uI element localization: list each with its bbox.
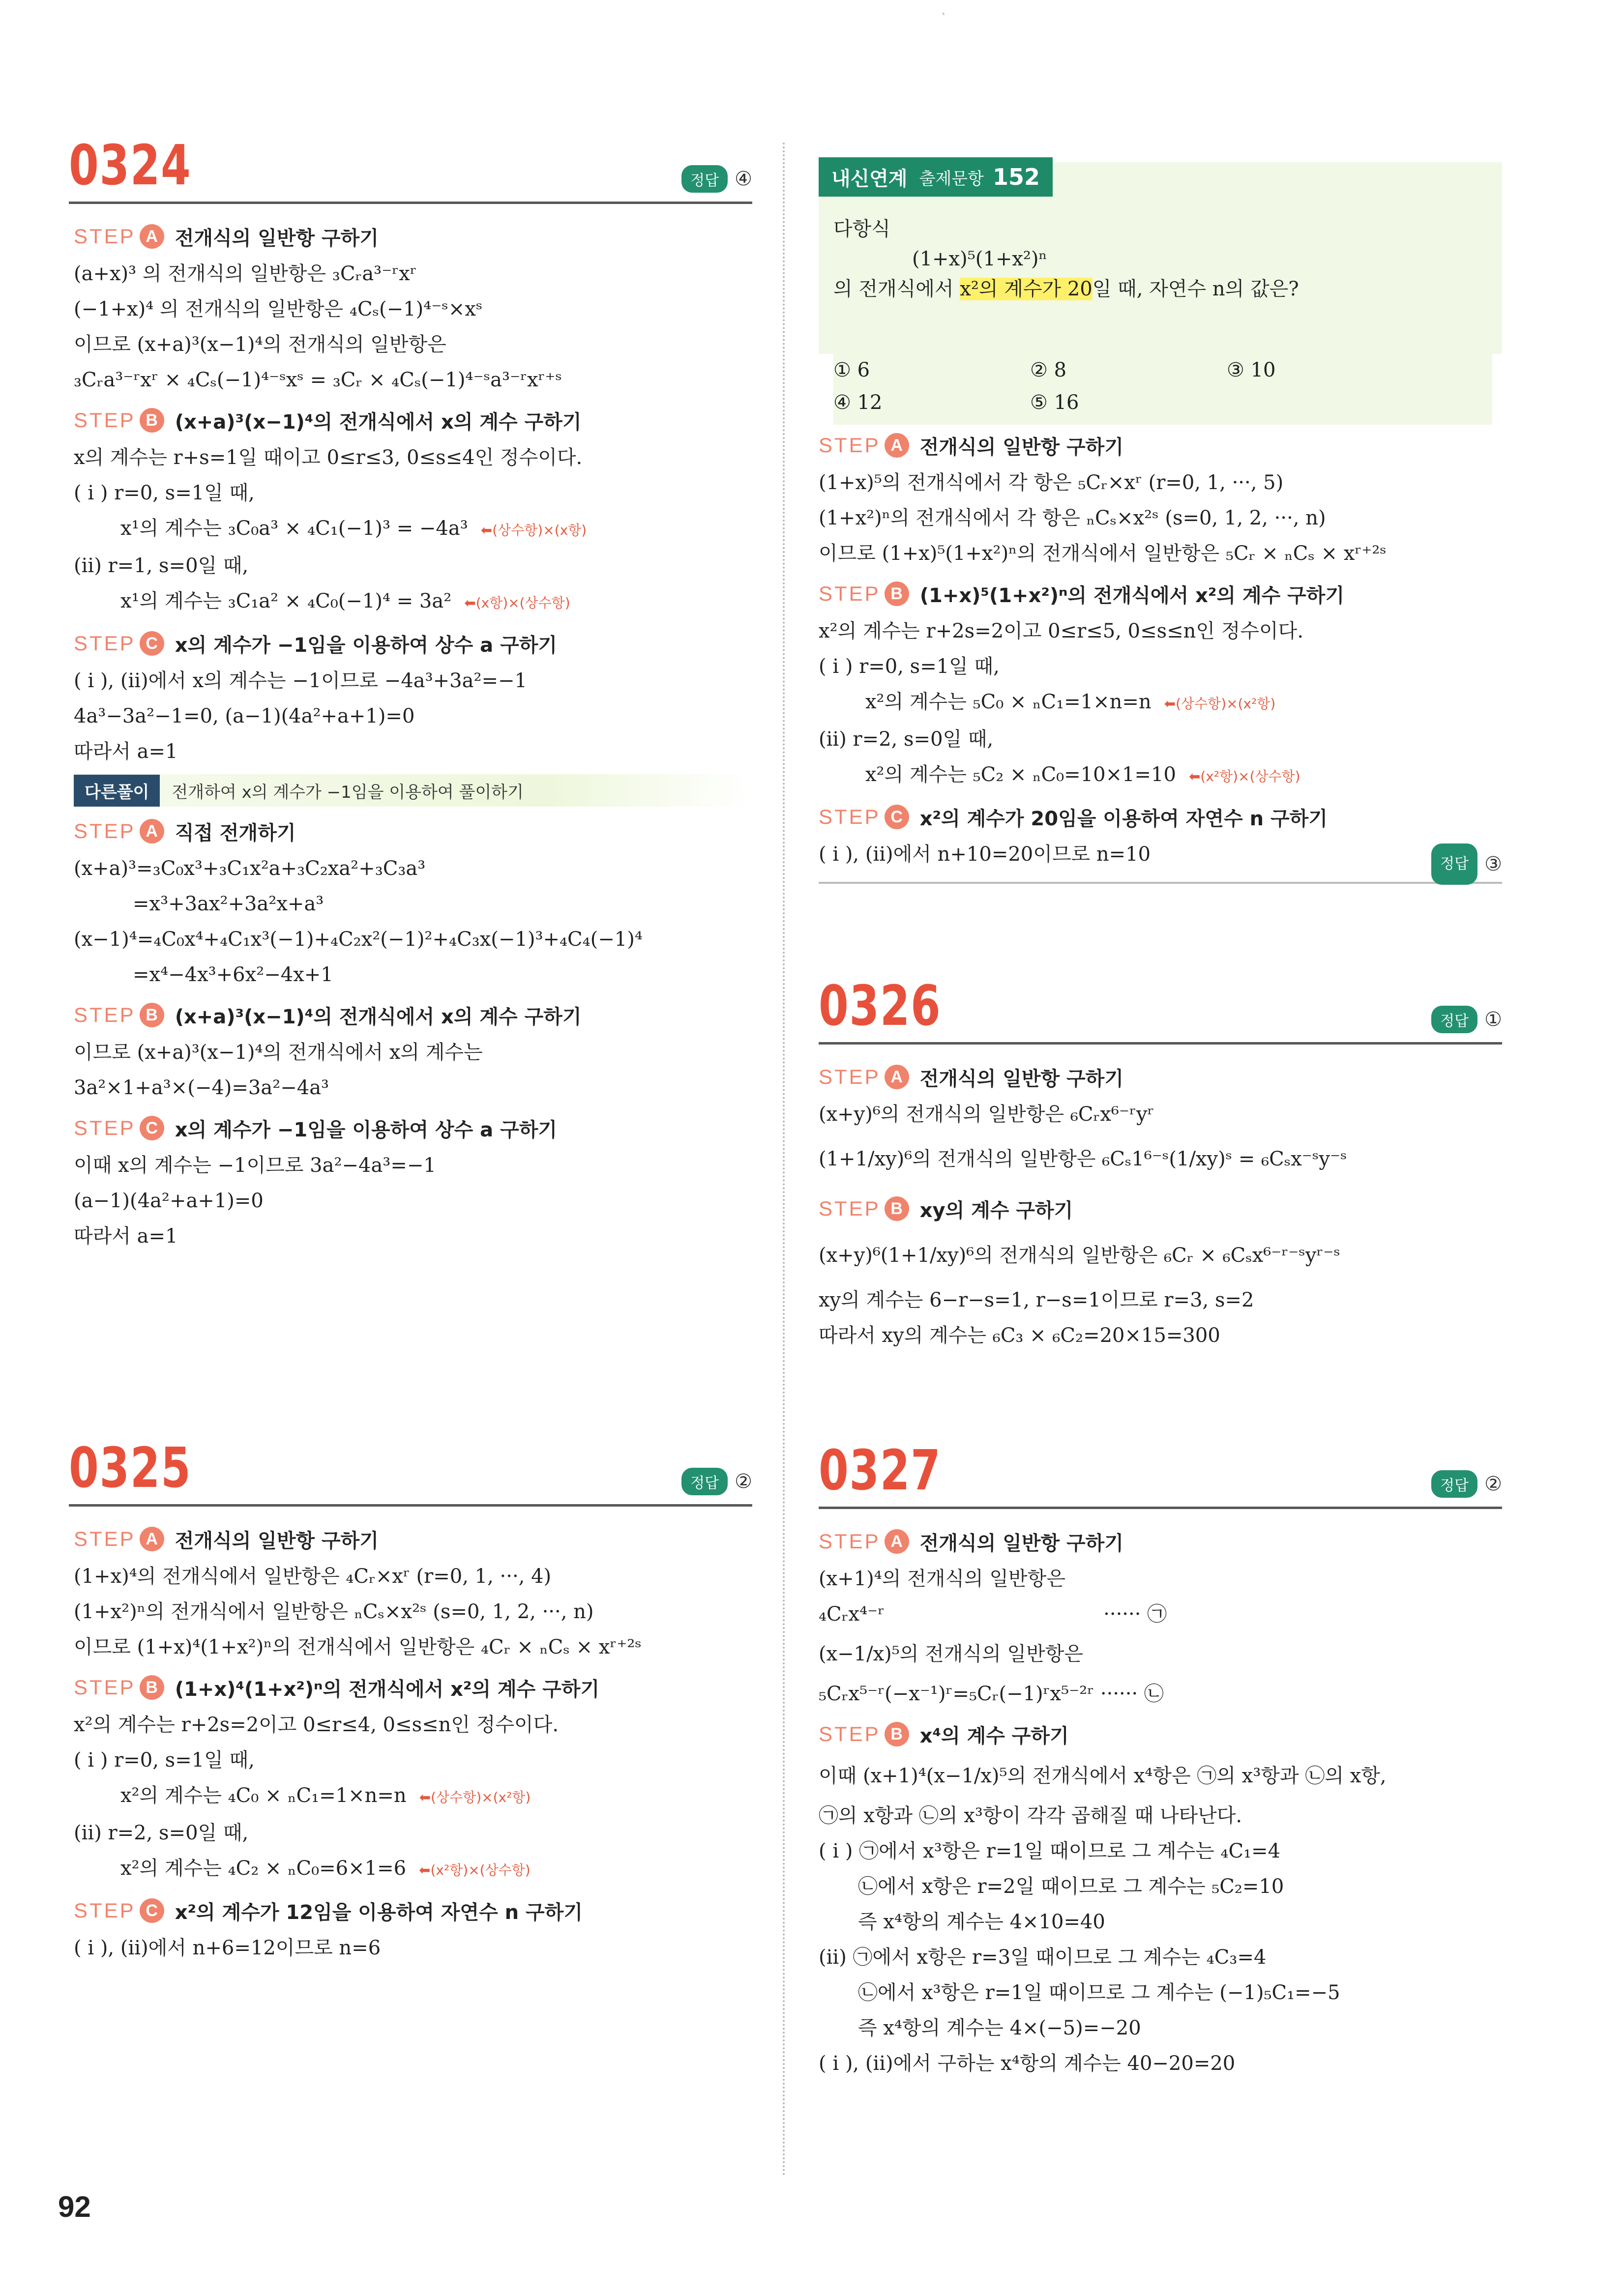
naesin-header (819, 157, 1053, 197)
step-b (819, 1189, 1502, 1228)
answer-label: 정답 (1431, 843, 1477, 885)
step-a (74, 1519, 752, 1559)
solution-line: x²의 계수는 r+2s=2이고 0≤r≤5, 0≤s≤n인 정수이다. (819, 620, 1304, 642)
solution-line: (a−1)(4a²+a+1)=0 (74, 1190, 264, 1212)
step-letter: A (885, 1065, 909, 1089)
step-c (819, 797, 1502, 837)
question-line (833, 271, 1492, 307)
option-item: ⑤ 16 (1030, 391, 1079, 414)
answer-value: ④ (735, 168, 752, 190)
solution-text: x¹의 계수는 ₃C₁a² × ₄C₀(−1)⁴ = 3a² (120, 590, 452, 612)
solution-line: (x+y)⁶(1+1/xy)⁶의 전개식의 일반항은 ₆Cᵣ × ₆Cₛx⁶⁻ʳ⁻ˢyʳ⁻ˢ (819, 1244, 1340, 1267)
step-letter: B (140, 1675, 164, 1700)
problem-0327 (819, 1439, 1502, 2081)
step-b (74, 401, 752, 440)
step-title: xy의 계수 구하기 (919, 1199, 1073, 1222)
naesin-problem-box (819, 162, 1502, 354)
alt-solution-bar (74, 774, 752, 807)
solution-line: (1+x)⁵의 전개식에서 각 항은 ₅Cᵣ×xʳ (r=0, 1, ···, 5) (819, 471, 1284, 494)
problem-number: 0324 (69, 134, 192, 198)
solution-line: =x⁴−4x³+6x²−4x+1 (133, 963, 333, 986)
answer-label: 정답 (681, 165, 728, 193)
top-mark: ㆍ (937, 6, 950, 23)
step-letter: B (885, 1196, 909, 1221)
solution-text: x²의 계수는 ₅C₀ × ₙC₁=1×n=n (865, 691, 1152, 713)
step-title: 전개식의 일반항 구하기 (919, 436, 1123, 459)
step-tag: STEP (819, 582, 881, 605)
solution-line: 즉 x⁴항의 계수는 4×(−5)=−20 (858, 2017, 1141, 2039)
step-title: x²의 계수가 12임을 이용하여 자연수 n 구하기 (175, 1901, 583, 1924)
step-tag: STEP (74, 1003, 136, 1026)
answer-label: 정답 (1431, 1006, 1477, 1033)
solution-line: ㉡에서 x³항은 r=1일 때이므로 그 계수는 (−1)₅C₁=−5 (858, 1981, 1340, 2004)
solution-line: ㉠의 x항과 ㉡의 x³항이 각각 곱해질 때 나타난다. (819, 1804, 1242, 1827)
step-letter: B (140, 1003, 164, 1027)
step-title: (x+a)³(x−1)⁴의 전개식에서 x의 계수 구하기 (175, 1005, 582, 1028)
step-title: x의 계수가 −1임을 이용하여 상수 a 구하기 (175, 634, 557, 657)
step-letter: B (885, 1722, 909, 1746)
solution-line: ₃Cᵣa³⁻ʳxʳ × ₄Cₛ(−1)⁴⁻ˢxˢ = ₃Cᵣ × ₄Cₛ(−1)⁴⁻ˢa³⁻ʳxʳ⁺ˢ (74, 369, 562, 391)
option-item: ② 8 (1030, 359, 1067, 381)
solution-line: (x−1)⁴=₄C₀x⁴+₄C₁x³(−1)+₄C₂x²(−1)²+₄C₃x(−1)³+₄C₄(−1)⁴ (74, 928, 643, 951)
answer-value: ② (735, 1470, 752, 1493)
solution-line: 이므로 (x+a)³(x−1)⁴의 전개식의 일반항은 (74, 333, 446, 356)
solution-line: ₄Cᵣx⁴⁻ʳ ······ ㉠ (819, 1603, 1167, 1626)
step-tag: STEP (74, 819, 136, 843)
step-letter: B (885, 581, 909, 606)
solution-line (819, 757, 1502, 794)
solution-line: ( i ), (ii)에서 x의 계수는 −1이므로 −4a³+3a²=−1 (74, 669, 527, 692)
solution-line: (x−1/x)⁵의 전개식의 일반항은 (819, 1643, 1083, 1665)
annotation-note: ⬅(x항)×(상수항) (464, 595, 570, 611)
step-title: (1+x)⁴(1+x²)ⁿ의 전개식에서 x²의 계수 구하기 (175, 1678, 600, 1701)
step-letter: A (885, 433, 909, 458)
step-a (74, 812, 752, 851)
answer-box (681, 165, 752, 193)
step-tag: STEP (74, 408, 136, 432)
solution-text: x¹의 계수는 ₃C₀a³ × ₄C₁(−1)³ = −4a³ (120, 517, 468, 540)
step-letter: A (140, 1527, 164, 1551)
problem-0326 (819, 974, 1502, 1353)
naesin-options (833, 354, 1492, 425)
step-title: 전개식의 일반항 구하기 (175, 227, 379, 250)
solution-line: 이므로 (1+x)⁴(1+x²)ⁿ의 전개식에서 일반항은 ₄Cᵣ × ₙCₛ × xʳ⁺²ˢ (74, 1636, 642, 1658)
solution-line: (1+1/xy)⁶의 전개식의 일반항은 ₆Cₛ1⁶⁻ˢ(1/xy)ˢ = ₆Cₛx⁻ˢy⁻ˢ (819, 1148, 1347, 1170)
solution-line: ( i ) ㉠에서 x³항은 r=1일 때이므로 그 계수는 ₄C₁=4 (819, 1840, 1281, 1862)
solution-line: (ii) r=1, s=0일 때, (74, 554, 249, 577)
option-item: ③ 10 (1227, 359, 1276, 381)
solution-line: ( i ) r=0, s=1일 때, (74, 1749, 255, 1772)
naesin-number: 152 (992, 164, 1040, 190)
solution-line: 3a²×1+a³×(−4)=3a²−4a³ (74, 1076, 329, 1099)
column-divider (783, 143, 785, 2178)
naesin-question (833, 211, 1492, 307)
step-letter: C (140, 1116, 164, 1140)
solution-line: xy의 계수는 6−r−s=1, r−s=1이므로 r=3, s=2 (819, 1289, 1254, 1311)
step-letter: C (140, 631, 164, 656)
solution-line: 이때 (x+1)⁴(x−1/x)⁵의 전개식에서 x⁴항은 ㉠의 x³항과 ㉡의 x항, (819, 1765, 1387, 1787)
step-tag: STEP (74, 1116, 136, 1139)
solution-text: ( i ), (ii)에서 n+10=20이므로 n=10 (819, 843, 1151, 866)
naesin-title: 내신연계 (831, 167, 908, 190)
answer-box (681, 1468, 752, 1495)
problem-header (819, 1439, 1502, 1509)
section-rule (819, 882, 1502, 884)
question-line: 다항식 (833, 218, 890, 240)
step-b (819, 574, 1502, 613)
step-title: (1+x)⁵(1+x²)ⁿ의 전개식에서 x²의 계수 구하기 (919, 584, 1345, 607)
problem-header (69, 134, 752, 204)
step-b (819, 1715, 1502, 1754)
step-c (74, 1891, 752, 1930)
option-item: ④ 12 (833, 391, 883, 414)
problem-0324 (69, 134, 752, 1254)
step-a (819, 426, 1502, 465)
step-title: 직접 전개하기 (175, 821, 296, 844)
step-tag: STEP (74, 1527, 136, 1550)
solution-line: (−1+x)⁴ 의 전개식의 일반항은 ₄Cₛ(−1)⁴⁻ˢ×xˢ (74, 298, 483, 320)
step-letter: A (140, 224, 164, 249)
answer-value: ③ (1484, 853, 1502, 875)
alt-solution-text: 전개하여 x의 계수가 −1임을 이용하여 풀이하기 (172, 782, 524, 802)
step-letter: C (140, 1898, 164, 1923)
naesin-subtitle: 출제문항 (919, 169, 984, 189)
option-grid (833, 354, 1492, 419)
solution-line: (1+x)⁴의 전개식에서 일반항은 ₄Cᵣ×xʳ (r=0, 1, ···, 4) (74, 1565, 552, 1588)
solution-line (74, 1778, 752, 1815)
step-tag: STEP (74, 1676, 136, 1699)
solution-line: x²의 계수는 r+2s=2이고 0≤r≤4, 0≤s≤n인 정수이다. (74, 1714, 559, 1736)
highlighted-condition: x²의 계수가 20 (960, 278, 1093, 300)
step-b (74, 995, 752, 1035)
solution-line: (x+a)³=₃C₀x³+₃C₁x²a+₃C₂xa²+₃C₃a³ (74, 857, 426, 880)
solution-line: 따라서 a=1 (74, 1225, 178, 1248)
step-letter: A (140, 819, 164, 843)
answer-value: ① (1484, 1008, 1502, 1031)
solution-line: x의 계수는 r+s=1일 때이고 0≤r≤3, 0≤s≤4인 정수이다. (74, 446, 583, 469)
solution-text: x²의 계수는 ₄C₀ × ₙC₁=1×n=n (120, 1784, 407, 1807)
solution-line: 이때 x의 계수는 −1이므로 3a²−4a³=−1 (74, 1154, 436, 1177)
solution-text: x²의 계수는 ₄C₂ × ₙC₀=6×1=6 (120, 1857, 407, 1880)
step-tag: STEP (819, 1722, 881, 1745)
step-tag: STEP (74, 632, 136, 655)
solution-line (74, 1851, 752, 1888)
annotation-note: ⬅(x²항)×(상수항) (419, 1862, 531, 1878)
problem-0325 (69, 1436, 752, 1966)
step-title: x²의 계수가 20임을 이용하여 자연수 n 구하기 (919, 807, 1328, 830)
solution-line: (1+x²)ⁿ의 전개식에서 일반항은 ₙCₛ×x²ˢ (s=0, 1, 2, ···, n) (74, 1600, 594, 1623)
step-title: x의 계수가 −1임을 이용하여 상수 a 구하기 (175, 1118, 557, 1141)
answer-box (1431, 1006, 1502, 1033)
solution-text: x²의 계수는 ₅C₂ × ₙC₀=10×1=10 (865, 763, 1176, 786)
step-letter: C (885, 805, 909, 829)
step-a (819, 1057, 1502, 1097)
solution-line: (x+y)⁶의 전개식의 일반항은 ₆Cᵣx⁶⁻ʳyʳ (819, 1103, 1154, 1126)
naesin-solution (819, 423, 1502, 884)
answer-box (1431, 843, 1502, 885)
step-title: 전개식의 일반항 구하기 (919, 1067, 1123, 1090)
solution-line (74, 583, 752, 621)
solution-line: (1+x²)ⁿ의 전개식에서 각 항은 ₙCₛ×x²ˢ (s=0, 1, 2, ···, n) (819, 507, 1326, 529)
step-tag: STEP (819, 1065, 881, 1088)
question-text: 의 전개식에서 (833, 278, 960, 300)
problem-header (819, 974, 1502, 1045)
answer-value: ② (1484, 1473, 1502, 1495)
step-title: 전개식의 일반항 구하기 (919, 1532, 1123, 1555)
question-expression: (1+x)⁵(1+x²)ⁿ (912, 248, 1047, 270)
step-title: x⁴의 계수 구하기 (919, 1724, 1069, 1747)
step-c (74, 1108, 752, 1148)
solution-line: 따라서 a=1 (74, 740, 178, 763)
problem-number: 0327 (819, 1439, 942, 1503)
solution-line: 이므로 (x+a)³(x−1)⁴의 전개식에서 x의 계수는 (74, 1041, 483, 1064)
solution-line: 4a³−3a²−1=0, (a−1)(4a²+a+1)=0 (74, 705, 415, 727)
solution-line: (a+x)³ 의 전개식의 일반항은 ₃Cᵣa³⁻ʳxʳ (74, 262, 417, 285)
answer-label: 정답 (681, 1468, 728, 1495)
solution-line: ₅Cᵣx⁵⁻ʳ(−x⁻¹)ʳ=₅Cᵣ(−1)ʳx⁵⁻²ʳ ······ ㉡ (819, 1683, 1164, 1705)
answer-label: 정답 (1431, 1470, 1477, 1498)
solution-line: 따라서 xy의 계수는 ₆C₃ × ₆C₂=20×15=300 (819, 1324, 1220, 1347)
step-a (74, 217, 752, 256)
solution-line: (x+1)⁴의 전개식의 일반항은 (819, 1568, 1065, 1590)
step-tag: STEP (819, 434, 881, 457)
question-text: 일 때, 자연수 n의 값은? (1092, 278, 1299, 300)
solution-line: ( i ) r=0, s=1일 때, (819, 655, 1000, 678)
step-tag: STEP (819, 805, 881, 828)
solution-line: =x³+3ax²+3a²x+a³ (133, 893, 324, 915)
solution-line (819, 684, 1502, 722)
solution-line: ( i ), (ii)에서 구하는 x⁴항의 계수는 40−20=20 (819, 2052, 1236, 2075)
annotation-note: ⬅(상수항)×(x항) (480, 522, 587, 538)
solution-line: (ii) r=2, s=0일 때, (819, 728, 994, 751)
annotation-note: ⬅(x²항)×(상수항) (1188, 768, 1300, 785)
solution-line: (ii) r=2, s=0일 때, (74, 1822, 249, 1844)
solution-line: 이므로 (1+x)⁵(1+x²)ⁿ의 전개식에서 일반항은 ₅Cᵣ × ₙCₛ × xʳ⁺²ˢ (819, 542, 1387, 565)
problem-number: 0325 (69, 1436, 192, 1500)
solution-line: (ii) ㉠에서 x항은 r=3일 때이므로 그 계수는 ₄C₃=4 (819, 1946, 1267, 1969)
problem-number: 0326 (819, 974, 942, 1038)
annotation-note: ⬅(상수항)×(x²항) (1164, 696, 1276, 712)
option-item: ① 6 (833, 359, 870, 381)
solution-line (819, 837, 1502, 875)
solution-line: ( i ), (ii)에서 n+6=12이므로 n=6 (74, 1937, 381, 1959)
solution-line (74, 511, 752, 548)
step-a (819, 1522, 1502, 1561)
step-c (74, 624, 752, 663)
step-b (74, 1668, 752, 1707)
solution-line: 즉 x⁴항의 계수는 4×10=40 (858, 1911, 1105, 1933)
alt-solution-tag: 다른풀이 (74, 775, 160, 807)
step-title: 전개식의 일반항 구하기 (175, 1529, 379, 1552)
step-tag: STEP (819, 1530, 881, 1553)
step-title: (x+a)³(x−1)⁴의 전개식에서 x의 계수 구하기 (175, 410, 582, 434)
step-letter: A (885, 1529, 909, 1554)
step-tag: STEP (74, 1899, 136, 1922)
step-tag: STEP (819, 1197, 881, 1220)
solution-line: ㉡에서 x항은 r=2일 때이므로 그 계수는 ₅C₂=10 (858, 1875, 1284, 1898)
step-letter: B (140, 408, 164, 433)
solution-line: ( i ) r=0, s=1일 때, (74, 482, 255, 504)
answer-box (1431, 1470, 1502, 1498)
step-tag: STEP (74, 225, 136, 248)
problem-header (69, 1436, 752, 1507)
annotation-note: ⬅(상수항)×(x²항) (419, 1789, 531, 1805)
page-number: 92 (58, 2190, 91, 2223)
